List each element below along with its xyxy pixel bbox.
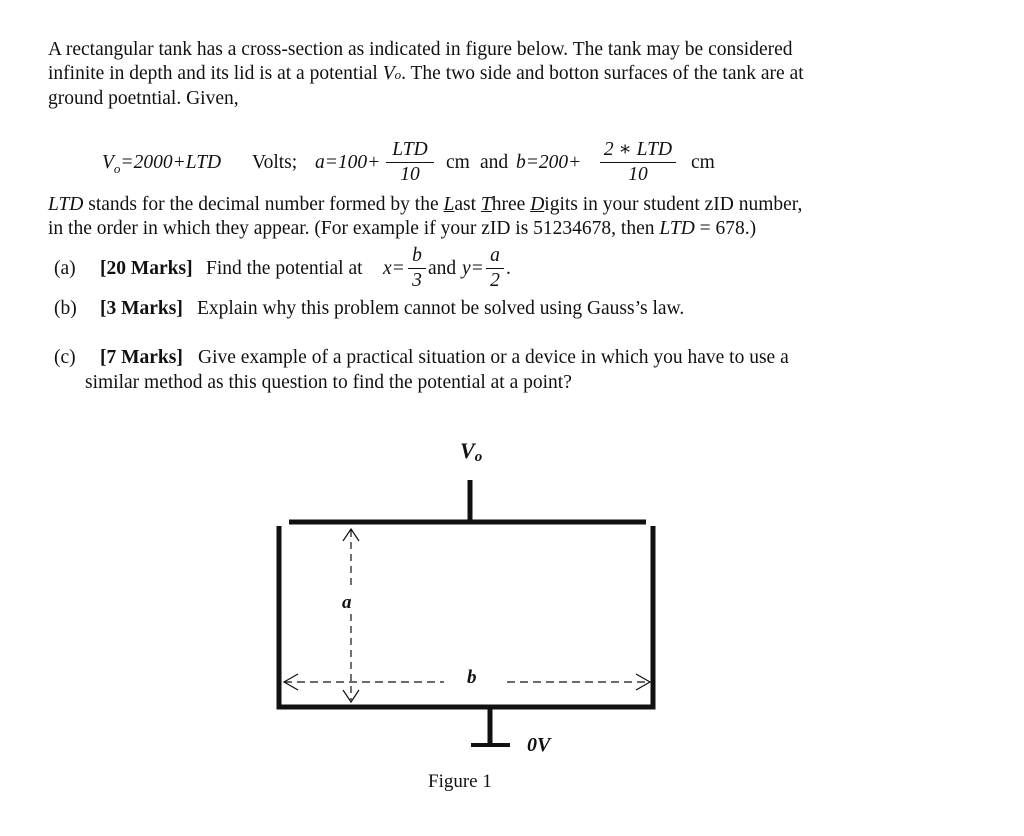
figure-label-b: b <box>467 667 477 688</box>
given-b-numerator: 2 ∗ LTD <box>603 139 673 160</box>
given-a-numerator: LTD <box>392 139 428 160</box>
question-a-y-denominator: 2 <box>490 269 500 291</box>
tank-walls <box>279 526 653 707</box>
question-a-marks: [20 Marks] <box>100 258 193 279</box>
ltd-letter-d: D <box>530 194 545 215</box>
given-a-denominator: 10 <box>400 163 420 185</box>
question-a-y-numerator: a <box>490 245 500 266</box>
ltd-term: LTD <box>48 194 84 215</box>
given-and: and <box>480 152 509 173</box>
given-cm-1: cm <box>446 152 470 173</box>
figure-caption: Figure 1 <box>428 771 492 792</box>
intro-line-2-a: infinite in depth and its lid is at a potential <box>48 63 383 84</box>
ltd-letter-t: T <box>480 194 492 215</box>
given-a-expression: a=100+ <box>315 152 381 173</box>
question-a-and: and <box>428 258 457 279</box>
question-c-marks: [7 Marks] <box>100 347 183 368</box>
intro-line-2-b: . The two side and botton surfaces of the tank are at <box>401 63 804 84</box>
question-a-x-numerator: b <box>412 245 422 266</box>
question-a-y-expression: y= <box>462 258 484 279</box>
question-a-x-denominator: 3 <box>412 269 422 291</box>
figure-bottom-label: 0V <box>527 734 551 756</box>
ltd-text-a: stands for the decimal number formed by the <box>83 194 444 215</box>
intro-line-3-text: ground poetntial. Given, <box>48 88 239 109</box>
v0-subscript: o <box>394 67 402 82</box>
figure-top-label <box>460 438 482 465</box>
question-c-text-2: similar method as this question to find the potential at a point? <box>85 372 572 393</box>
question-a-end: . <box>506 258 511 279</box>
given-volts: Volts; <box>252 152 298 173</box>
figure-v-subscript: o <box>474 449 483 465</box>
question-a-x-expression: x= <box>383 258 405 279</box>
given-v-symbol: V <box>102 152 114 173</box>
figure-v-symbol: V <box>460 438 475 463</box>
question-c-text-1: Give example of a practical situation or a device in which you have to use a <box>198 347 789 368</box>
question-a-label: (a) <box>54 258 76 279</box>
ltd-text-ast: ast <box>454 194 481 215</box>
ltd-text-hree: hree <box>491 194 531 215</box>
ltd-term-2: LTD <box>659 218 695 239</box>
given-b-denominator: 10 <box>628 163 648 185</box>
question-c-label: (c) <box>54 347 76 368</box>
question-a-text: Find the potential at <box>206 258 363 279</box>
ltd-text-line2a: in the order in which they appear. (For example if your zID is 51234678, then <box>48 218 660 239</box>
ltd-text-line2b: = 678.) <box>694 218 757 239</box>
intro-line-1-text: A rectangular tank has a cross-section as indicated in figure below. The tank may be considered <box>48 39 793 60</box>
ltd-text-igits: igits in your student zID number, <box>544 194 803 215</box>
question-b-marks: [3 Marks] <box>100 298 183 319</box>
v0-symbol: V <box>382 63 395 84</box>
question-b-text: Explain why this problem cannot be solved using Gauss’s law. <box>197 298 685 319</box>
given-v-value: =2000+LTD <box>120 152 222 173</box>
given-b-expression: b=200+ <box>516 152 582 173</box>
given-v-subscript: o <box>113 161 121 176</box>
ltd-letter-l: L <box>443 194 455 215</box>
figure-label-a: a <box>342 592 352 613</box>
given-cm-2: cm <box>691 152 715 173</box>
question-b-label: (b) <box>54 298 77 319</box>
